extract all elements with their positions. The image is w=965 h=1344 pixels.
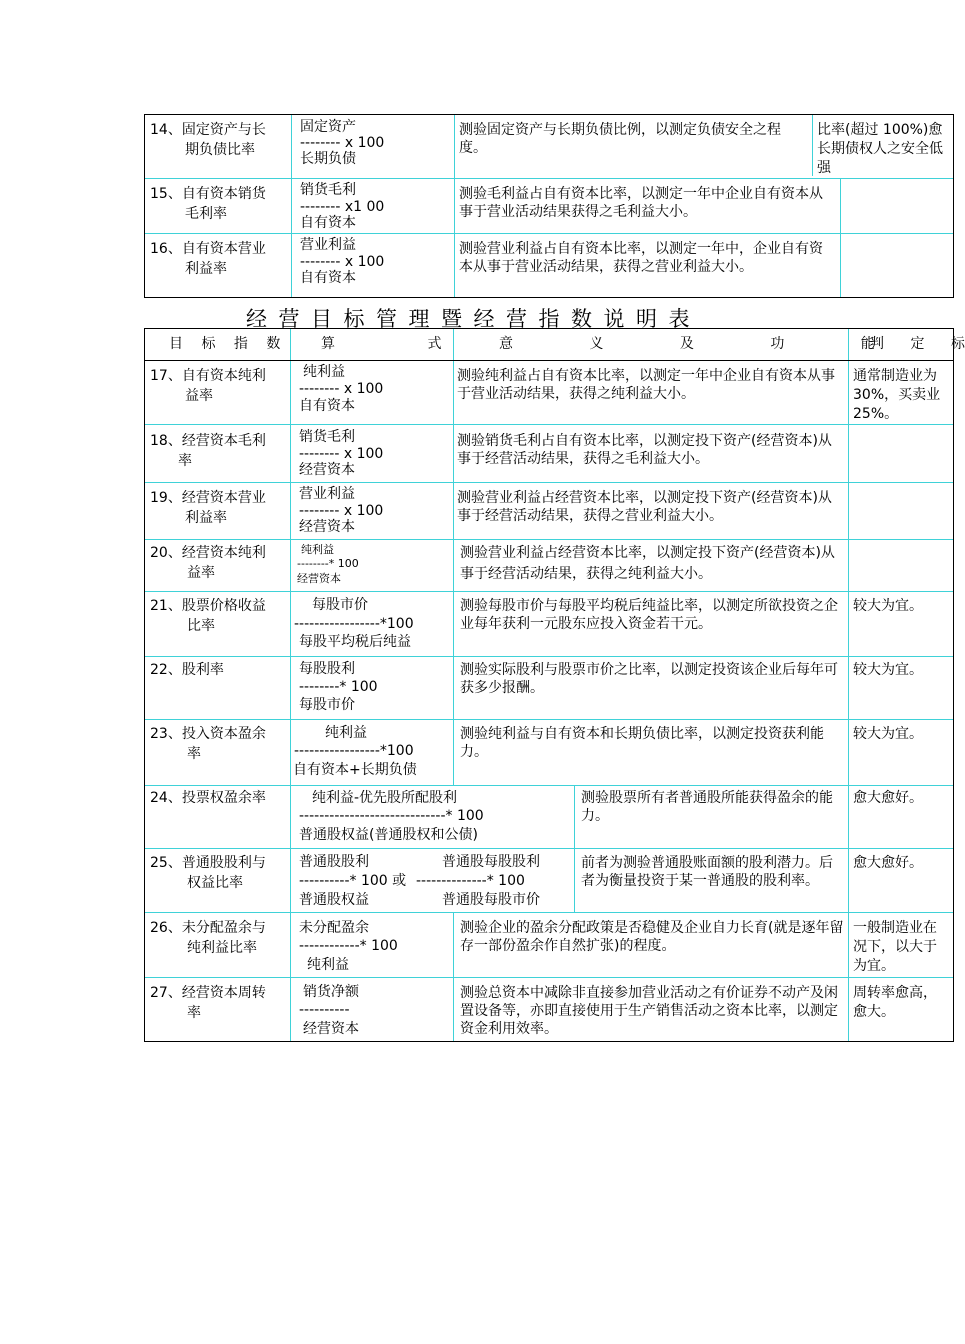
formula-line: -------- x 100 — [299, 503, 384, 519]
index-name: 益率 — [187, 565, 215, 581]
col-divider — [848, 329, 849, 1041]
formula-numerator: 营业利益 — [300, 237, 356, 253]
formula-denominator: 经营资本 — [299, 462, 355, 478]
formula-numerator: 未分配盈余 — [299, 920, 369, 936]
row-divider — [145, 591, 953, 592]
judgment-text: 愈大。 — [853, 1004, 895, 1020]
index-name: 纯利益比率 — [187, 940, 257, 956]
formula-numerator: 普通股股利 — [299, 854, 369, 870]
formula-line: ---------- — [299, 1002, 350, 1018]
meaning-text: 测验股票所有者普通股所能获得盈余的能力。 — [581, 790, 833, 824]
col-divider — [840, 178, 841, 297]
meaning-text: 测验销货毛利占自有资本比率，以测定投下资产(经营资本)从事于经营活动结果，获得之毛利益大小。 — [457, 433, 832, 467]
header-col-judgment: 判 定 标 — [870, 336, 965, 352]
index-name: 率 — [187, 746, 201, 762]
index-name: 率 — [187, 1005, 201, 1021]
meaning-text: 测验营业利益占经营资本比率，以测定投下资产(经营资本)从事于经营活动结果，获得之纯利益大小。 — [460, 545, 835, 582]
meaning-text: 测验实际股利与股票市价之比率，以测定投资该企业后每年可获多少报酬。 — [460, 662, 838, 696]
formula-denominator: 普通股权益 — [299, 892, 369, 908]
judgment-text: 况下，以大于 — [853, 939, 937, 955]
row-divider — [145, 848, 953, 849]
formula-denominator: 经营资本 — [297, 572, 341, 585]
judgment-text: 通常制造业为 — [853, 368, 937, 384]
row-divider — [145, 719, 953, 720]
index-name: 18、经营资本毛利 — [150, 433, 266, 449]
index-name: 率 — [178, 453, 192, 469]
formula-line: ------------* 100 — [299, 938, 398, 954]
formula-denominator: 自有资本+长期负债 — [293, 762, 417, 778]
judgment-text: 为宜。 — [853, 958, 895, 974]
index-name: 23、投入资本盈余 — [150, 726, 266, 742]
index-name: 20、经营资本纯利 — [150, 545, 266, 561]
index-name: 14、固定资产与长 — [150, 122, 266, 138]
index-name: 26、未分配盈余与 — [150, 920, 266, 936]
row-divider — [145, 539, 953, 540]
formula-line: -------- x1 00 — [300, 199, 385, 215]
formula-numerator: 每股市价 — [312, 597, 368, 613]
index-name: 27、经营资本周转 — [150, 985, 266, 1001]
formula-line: -----------------------------* 100 — [299, 808, 484, 824]
index-name: 21、股票价格收益 — [150, 598, 266, 614]
formula-denominator: 自有资本 — [300, 270, 356, 286]
formula-line: -----------------*100 — [294, 616, 414, 632]
row-divider — [145, 178, 953, 179]
index-name: 比率 — [187, 618, 215, 634]
header-divider — [145, 360, 953, 361]
index-name: 17、自有资本纯利 — [150, 368, 266, 384]
meaning-text: 测验固定资产与长期负债比例，以测定负债安全之程度。 — [459, 122, 781, 156]
meaning-text: 测验毛利益占自有资本比率，以测定一年中企业自有资本从事于营业活动结果获得之毛利益大小。 — [459, 186, 823, 220]
judgment-text: 愈大愈好。 — [853, 790, 923, 806]
formula-numerator: 销货毛利 — [300, 182, 356, 198]
row-divider — [145, 912, 953, 913]
judgment-text: 较大为宜。 — [853, 598, 923, 614]
formula-numerator: 纯利益 — [301, 543, 334, 556]
formula-numerator: 每股股利 — [299, 661, 355, 677]
judgment-text: 30%，买卖业 — [853, 387, 941, 403]
top-table — [144, 114, 954, 298]
judgment-text: 长期债权人之安全低 — [817, 141, 943, 157]
formula-denominator: 普通股权益(普通股权和公债) — [299, 827, 478, 843]
index-name: 22、股利率 — [150, 662, 224, 678]
formula-denominator: 每股平均税后纯益 — [299, 634, 411, 650]
col-divider — [453, 329, 454, 785]
index-name: 权益比率 — [187, 875, 243, 891]
formula-denominator: 长期负债 — [300, 151, 356, 167]
index-name: 期负债比率 — [185, 142, 255, 158]
header-col-formula: 算 式 — [321, 336, 442, 352]
formula-denominator: 普通股每股市价 — [442, 892, 540, 908]
row-divider — [145, 977, 953, 978]
judgment-text: 强 — [817, 160, 831, 176]
formula-line: -----------------*100 — [294, 743, 414, 759]
formula-numerator: 销货毛利 — [299, 429, 355, 445]
formula-numerator: 纯利益 — [325, 725, 367, 741]
col-divider — [290, 329, 291, 1041]
formula-numerator: 普通股每股股利 — [442, 854, 540, 870]
index-name: 利益率 — [185, 261, 227, 277]
meaning-text: 测验纯利益与自有资本和长期负债比率，以测定投资获利能力。 — [460, 726, 824, 760]
meaning-text: 测验每股市价与每股平均税后纯益比率，以测定所欲投资之企业每年获利一元股东应投入资金若干元。 — [460, 598, 838, 632]
formula-numerator: 纯利益 — [303, 364, 345, 380]
formula-line: ----------* 100 或 — [299, 873, 407, 889]
formula-numerator: 纯利益-优先股所配股利 — [312, 790, 458, 806]
row-divider — [145, 482, 953, 483]
formula-line: --------* 100 — [299, 679, 378, 695]
formula-line: --------------* 100 — [416, 873, 525, 889]
judgment-text: 较大为宜。 — [853, 662, 923, 678]
judgment-text: 愈大愈好。 — [853, 855, 923, 871]
meaning-text: 测验营业利益占自有资本比率，以测定一年中，企业自有资本从事于营业活动结果，获得之营业利益大小。 — [459, 241, 823, 275]
formula-denominator: 每股市价 — [299, 697, 355, 713]
formula-line: -------- x 100 — [300, 254, 385, 270]
formula-line: -------- x 100 — [299, 446, 384, 462]
col-divider — [812, 115, 813, 176]
index-name: 25、普通股股利与 — [150, 855, 266, 871]
index-name: 毛利率 — [185, 206, 227, 222]
index-name: 15、自有资本销货 — [150, 186, 266, 202]
index-name: 24、投票权盈余率 — [150, 790, 266, 806]
row-divider — [145, 656, 953, 657]
index-name: 利益率 — [185, 510, 227, 526]
main-table — [144, 328, 965, 1042]
formula-denominator: 自有资本 — [300, 215, 356, 231]
formula-line: --------* 100 — [297, 557, 359, 570]
judgment-text: 比率(超过 100%)愈 — [817, 122, 943, 138]
index-name: 16、自有资本营业 — [150, 241, 266, 257]
formula-line: -------- x 100 — [300, 135, 385, 151]
judgment-text: 一般制造业在 — [853, 920, 937, 936]
formula-numerator: 营业利益 — [299, 486, 355, 502]
formula-denominator: 经营资本 — [303, 1021, 359, 1037]
meaning-text: 前者为测验普通股账面额的股利潜力。后者为衡量投资于某一普通股的股利率。 — [581, 855, 833, 889]
judgment-text: 周转率愈高， — [853, 985, 937, 1001]
meaning-text: 测验总资本中减除非直接参加营业活动之有价证券不动产及闲置设备等，亦即直接使用于生产销售活动之资本比率，以测定资金利用效率。 — [460, 985, 838, 1037]
judgment-text: 较大为宜。 — [853, 726, 923, 742]
page-title: 经营目标管理暨经营指数说明表 — [246, 307, 701, 331]
row-divider — [145, 785, 953, 786]
formula-denominator: 经营资本 — [299, 519, 355, 535]
judgment-text: 25%。 — [853, 406, 899, 422]
formula-numerator: 销货净额 — [303, 984, 359, 1000]
index-name: 益率 — [185, 388, 213, 404]
meaning-text: 测验营业利益占经营资本比率，以测定投下资产(经营资本)从事于经营活动结果，获得之营业利益大小。 — [457, 490, 832, 524]
formula-line: -------- x 100 — [299, 381, 384, 397]
col-divider — [454, 115, 455, 297]
header-col-meaning: 意 义 及 功 能 — [499, 336, 875, 352]
header-col-index: 目 标 指 数 — [169, 336, 281, 352]
meaning-text: 测验企业的盈余分配政策是否稳健及企业自力长育(就是逐年留存一部份盈余作自然扩张)的程度。 — [460, 920, 844, 954]
formula-denominator: 自有资本 — [299, 398, 355, 414]
row-divider — [145, 233, 953, 234]
col-divider — [291, 115, 292, 297]
meaning-text: 测验纯利益占自有资本比率，以测定一年中企业自有资本从事于营业活动结果，获得之纯利益大小。 — [457, 368, 835, 402]
row-divider — [145, 424, 953, 425]
formula-numerator: 固定资产 — [300, 119, 356, 135]
formula-denominator: 纯利益 — [307, 957, 349, 973]
index-name: 19、经营资本营业 — [150, 490, 266, 506]
